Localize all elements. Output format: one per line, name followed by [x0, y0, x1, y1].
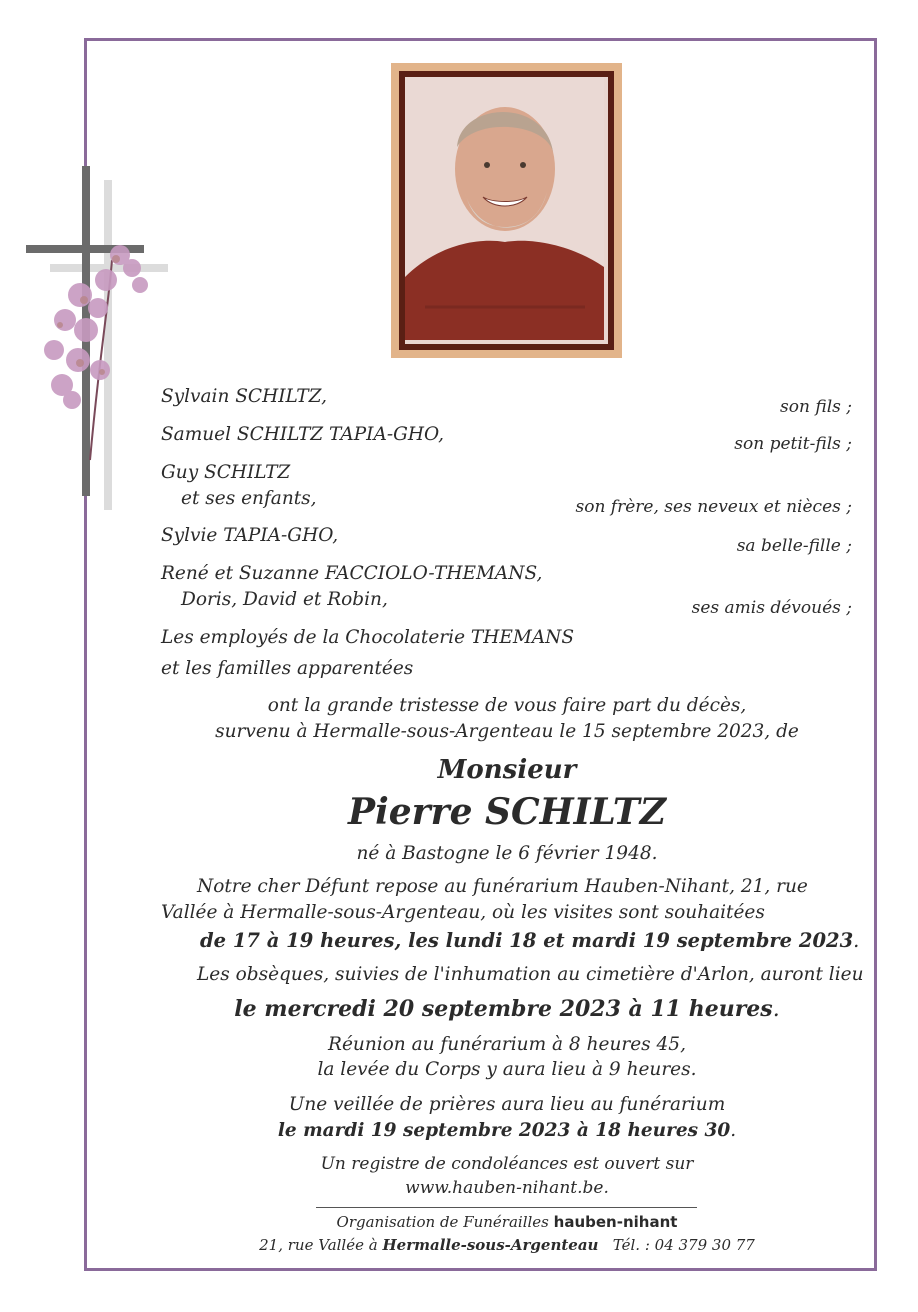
family-name-6: Les employés de la Chocolaterie THEMANS [161, 627, 575, 648]
announcement-line-1: ont la grande tristesse de vous faire part du décès, [267, 695, 747, 716]
visits-line-2: Vallée à Hermalle-sous-Argenteau, où les visites sont souhaitées [161, 902, 765, 923]
register-line-1: Un registre de condoléances est ouvert sur [320, 1154, 694, 1174]
announcement-line-2: survenu à Hermalle-sous-Argenteau le 15 septembre 2023, de [215, 721, 799, 742]
deceased-name: Pierre SCHILTZ [348, 791, 666, 833]
family-name-2: Samuel SCHILTZ TAPIA-GHO, [161, 424, 444, 445]
footer-address-prefix: 21, rue Vallée à [259, 1236, 378, 1254]
family-relation-5: ses amis dévoués ; [691, 598, 852, 618]
brand-logo: hauben-nihant [553, 1213, 678, 1231]
visits-line-3 [200, 930, 859, 952]
footer-organisation [84, 1212, 918, 1232]
vigil-line-2 [84, 1119, 918, 1143]
visits-dates: de 17 à 19 heures, les lundi 18 et mardi 19 septembre 2023 [200, 929, 854, 952]
funeral-date: le mercredi 20 septembre 2023 à 11 heures [234, 996, 773, 1022]
family-relation-1: son fils ; [780, 397, 852, 417]
vigil-date: le mardi 19 septembre 2023 à 18 heures 30 [277, 1120, 731, 1141]
family-sub-3: et ses enfants, [181, 488, 317, 509]
funeral-line-2 [84, 996, 918, 1023]
visits-dot: . [853, 929, 860, 952]
family-relation-4: sa belle-fille ; [736, 536, 852, 556]
family-sub-6: et les familles apparentées [161, 658, 414, 679]
register-url[interactable]: www.hauben-nihant.be. [405, 1178, 609, 1198]
family-relation-2: son petit-fils ; [734, 434, 852, 454]
deceased-title: Monsieur [437, 755, 577, 785]
footer-address-town: Hermalle-sous-Argenteau [382, 1236, 599, 1254]
family-name-3: Guy SCHILTZ [161, 462, 291, 483]
cross-with-orchid-icon [20, 160, 180, 530]
visits-line-1: Notre cher Défunt repose au funérarium Hauben-Nihant, 21, rue [197, 876, 808, 897]
funeral-dot: . [772, 997, 780, 1022]
footer-org-prefix: Organisation de Funérailles [336, 1213, 549, 1231]
footer-address [84, 1235, 918, 1255]
family-name-1: Sylvain SCHILTZ, [161, 386, 328, 407]
deceased-birth: né à Bastogne le 6 février 1948. [356, 843, 658, 864]
portrait-illustration [405, 77, 604, 340]
meeting-line-2: la levée du Corps y aura lieu à 9 heures. [317, 1059, 697, 1080]
family-relation-3: son frère, ses neveux et nièces ; [575, 497, 852, 517]
portrait-photo [391, 63, 622, 358]
vigil-line-1: Une veillée de prières aura lieu au funérarium [288, 1094, 726, 1115]
footer-phone: Tél. : 04 379 30 77 [612, 1236, 755, 1254]
funeral-line-1: Les obsèques, suivies de l'inhumation au cimetière d'Arlon, auront lieu [197, 964, 864, 985]
footer-divider [316, 1207, 697, 1208]
family-name-4: Sylvie TAPIA-GHO, [161, 525, 339, 546]
family-name-5: René et Suzanne FACCIOLO-THEMANS, [161, 563, 543, 584]
vigil-dot: . [730, 1120, 737, 1141]
family-sub-5: Doris, David et Robin, [181, 589, 388, 610]
meeting-line-1: Réunion au funérarium à 8 heures 45, [328, 1034, 686, 1055]
